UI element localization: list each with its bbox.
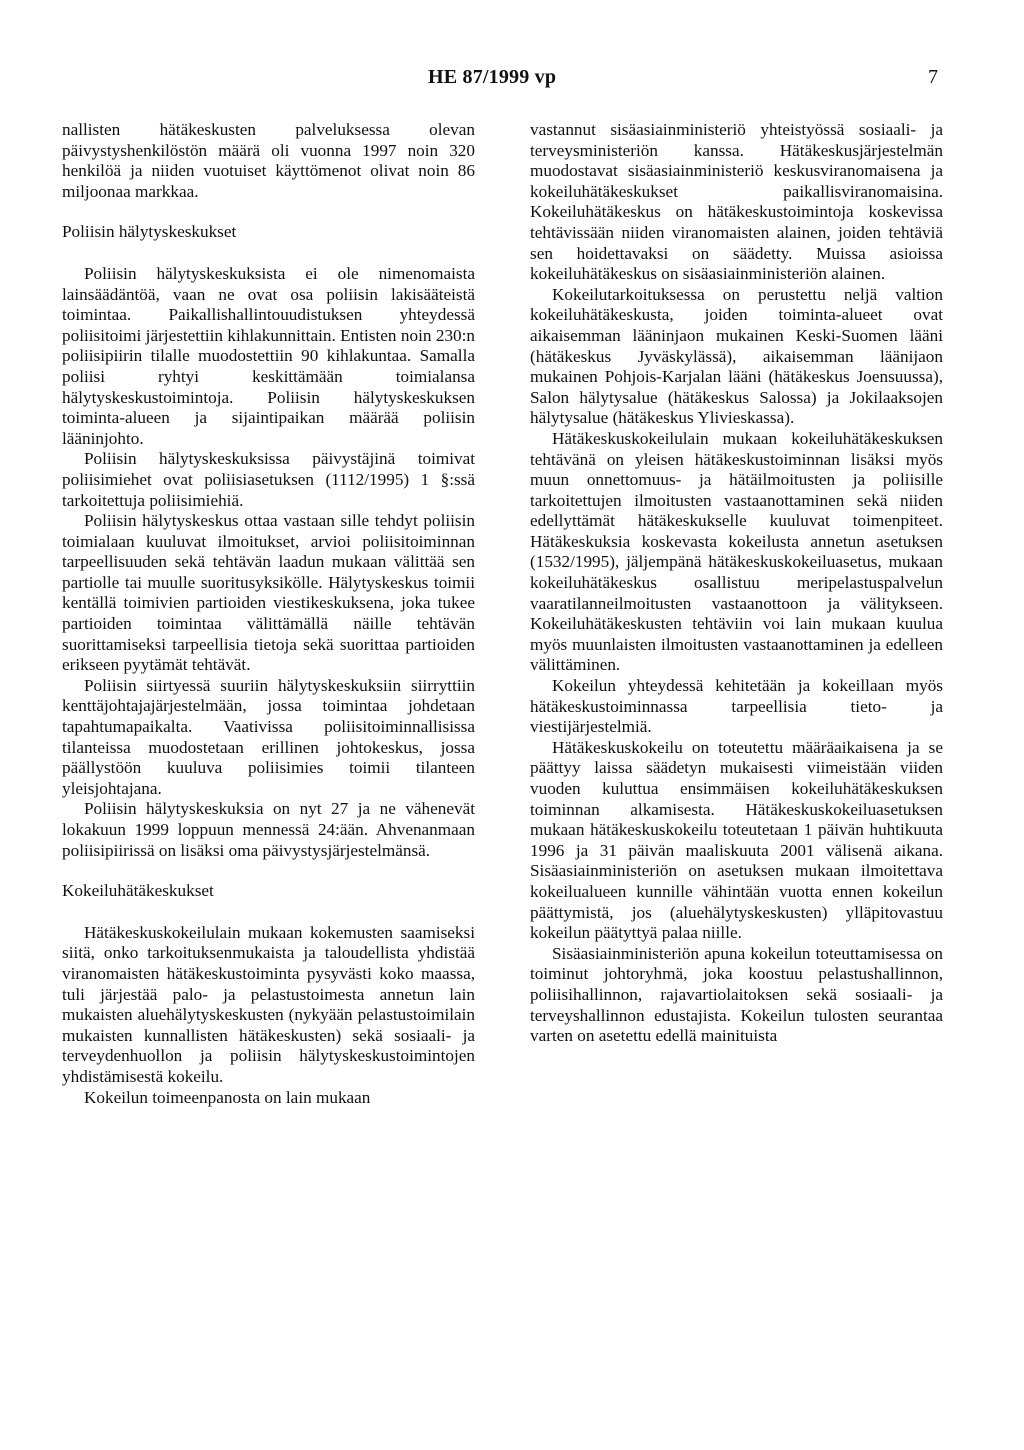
running-header: HE 87/1999 vp — [428, 66, 557, 88]
paragraph: Poliisin siirtyessä suuriin hälytyskeskuksiin siirryttiin kenttäjohtajajärjestelmään, jossa toimintaa johdetaan tapahtumapaikalta. Vaativissa poliisitoiminnallisissa tilanteissa muodostetaan erillinen johtokeskus, jossa päällystöön kuuluva poliisimies toimii tilanteen yleisjohtajana. — [62, 675, 475, 798]
paragraph: Hätäkeskuskokeilulain mukaan kokeiluhätäkeskuksen tehtävänä on yleisen hätäkeskustoiminnan lisäksi myös muun onnettomuus- ja hätäilmoitusten ja poliisille tarkoitettujen ilmoitusten vastaanottaminen sekä niiden edellyttämät hätäkeskukselle kuuluvat toimenpiteet. Hätäkeskuksia koskevasta kokeilusta annetun asetuksen (1532/1995), jäljempänä hätäkeskuskokeiluasetus, mukaan kokeiluhätäkeskus osallistuu meripelastuspalvelun vaaratilanneilmoitusten vastaanottoon ja välitykseen. Kokeiluhätäkeskusten tehtäviin voi lain mukaan kuulua myös muunlaisten ilmoitusten vastaanottaminen ja edelleen välittäminen. — [530, 428, 943, 675]
paragraph: Kokeilun yhteydessä kehitetään ja kokeillaan myös hätäkeskustoiminnassa tarpeellisia tieto- ja viestijärjestelmiä. — [530, 676, 943, 737]
paragraph: Hätäkeskuskokeilu on toteutettu määräaikaisena ja se päättyy laissa säädetyn mukaisesti viimeistään viiden vuoden kuluttua ensimmäisen kokeiluhätäkeskuksen toiminnan alkamisesta. Hätäkeskuskokeiluasetuksen mukaan hätäkeskuskokeilu toteutetaan 1 päivän huhtikuuta 1996 ja 31 päivän maaliskuuta 2001 välisenä aikana. Sisäasiainministeriön on asetuksen mukaan ilmoitettava kokeilualueen kunnille vähintään vuotta ennen kokeilun päättymistä, jos (aluehälytyskeskusten) ylläpitovastuu kokeilun päätyttyä palaa niille. — [530, 737, 943, 943]
paragraph: Poliisin hälytyskeskuksissa päivystäjinä toimivat poliisimiehet ovat poliisiasetuksen (1112/1995) 1 §:ssä tarkoitettuja poliisimiehiä. — [62, 449, 475, 510]
paragraph: Sisäasiainministeriön apuna kokeilun toteuttamisessa on toiminut johtoryhmä, joka koostuu pelastushallinnon, poliisihallinnon, rajavartiolaitoksen sekä sosiaali- ja terveyshallinnon edustajista. Kokeilun tulosten seurantaa varten on asetettu edellä mainituista — [530, 943, 943, 1046]
left-column — [62, 120, 475, 1108]
paragraph: Poliisin hälytyskeskuksia on nyt 27 ja ne vähenevät lokakuun 1999 loppuun mennessä 24:ään. Ahvenanmaan poliisipiirissä on lisäksi oma päivystysjärjestelmänsä. — [62, 799, 475, 860]
paragraph: Kokeilun toimeenpanosta on lain mukaan — [84, 1087, 371, 1107]
paragraph: Kokeilutarkoituksessa on perustettu neljä valtion kokeiluhätäkeskusta, joiden toiminta-alueet ovat aikaisemman lääninjaon mukainen Keski-Suomen lääni (hätäkeskus Jyväskylässä), aikaisemman läänijaon mukainen Pohjois-Karjalan lääni (hätäkeskus Joensuussa), Salon hälytysalue (hätäkeskus Salossa) ja Jokilaaksojen hälytysalue (hätäkeskus Ylivieskassa). — [530, 284, 943, 428]
page-number: 7 — [928, 66, 938, 88]
right-column — [530, 120, 943, 1047]
paragraph: Poliisin hälytyskeskus ottaa vastaan sille tehdyt poliisin toimialaan kuuluvat ilmoitukset, arvioi poliisitoiminnan tarpeellisuuden sekä tehtävän laadun mukaan välittää sen partiolle tai muulle suoritusyksikölle. Hälytyskeskus toimii kentällä toimivien partioiden viestikeskuksena, joka tukee partioiden toimintaa välittämällä näille tehtävän suorittamiseksi tarpeellisia tietoja sekä suorittaa partioiden erikseen pyytämät tehtävät. — [62, 511, 475, 675]
paragraph: Hätäkeskuskokeilulain mukaan kokemusten saamiseksi siitä, onko tarkoituksenmukaista ja taloudellista yhdistää viranomaisten hätäkeskustoiminta pysyvästi koko maassa, tuli järjestää palo- ja pelastustoimesta annetun lain mukaisten aluehälytyskeskusten (nykyään pelastustoimilain mukaisten kunnallisten hätäkeskusten) sekä sosiaali- ja terveydenhuollon ja poliisin hälytyskeskustoimintojen yhdistämisestä kokeilu. — [62, 922, 475, 1086]
section-heading: Kokeiluhätäkeskukset — [62, 881, 214, 901]
paragraph: nallisten hätäkeskusten palveluksessa olevan päivystyshenkilöstön määrä oli vuonna 1997 noin 320 henkilöä ja niiden vuotuiset käyttömenot olivat noin 86 miljoonaa markkaa. — [62, 120, 475, 201]
paragraph: Poliisin hälytyskeskuksista ei ole nimenomaista lainsäädäntöä, vaan ne ovat osa poliisin lakisääteistä toimintaa. Paikallishallintouudistuksen yhteydessä poliisitoimi järjestettiin kihlakunnittain. Entisten noin 230:n poliisipiirin tilalle muodostettiin 90 kihlakuntaa. Samalla poliisi ryhtyi keskittämään toimialansa hälytyskeskustoimintoja. Poliisin hälytyskeskuksen toiminta-alueen ja sijaintipaikan määrää poliisin lääninjohto. — [62, 263, 475, 448]
paragraph: vastannut sisäasiainministeriö yhteistyössä sosiaali- ja terveysministeriön kanssa. Hätäkeskusjärjestelmän muodostavat sisäasiainministeriö keskusviranomaisena ja kokeiluhätäkeskukset paikallisviranomaisina. Kokeiluhätäkeskus on hätäkeskustoimintoja koskevissa tehtävissään niiden viranomaisten alainen, joiden tehtäviä sen hoidettavaksi on säädetty. Muissa asioissa kokeiluhätäkeskus on sisäasiainministeriön alainen. — [530, 120, 943, 284]
section-heading: Poliisin hälytyskeskukset — [62, 222, 237, 242]
